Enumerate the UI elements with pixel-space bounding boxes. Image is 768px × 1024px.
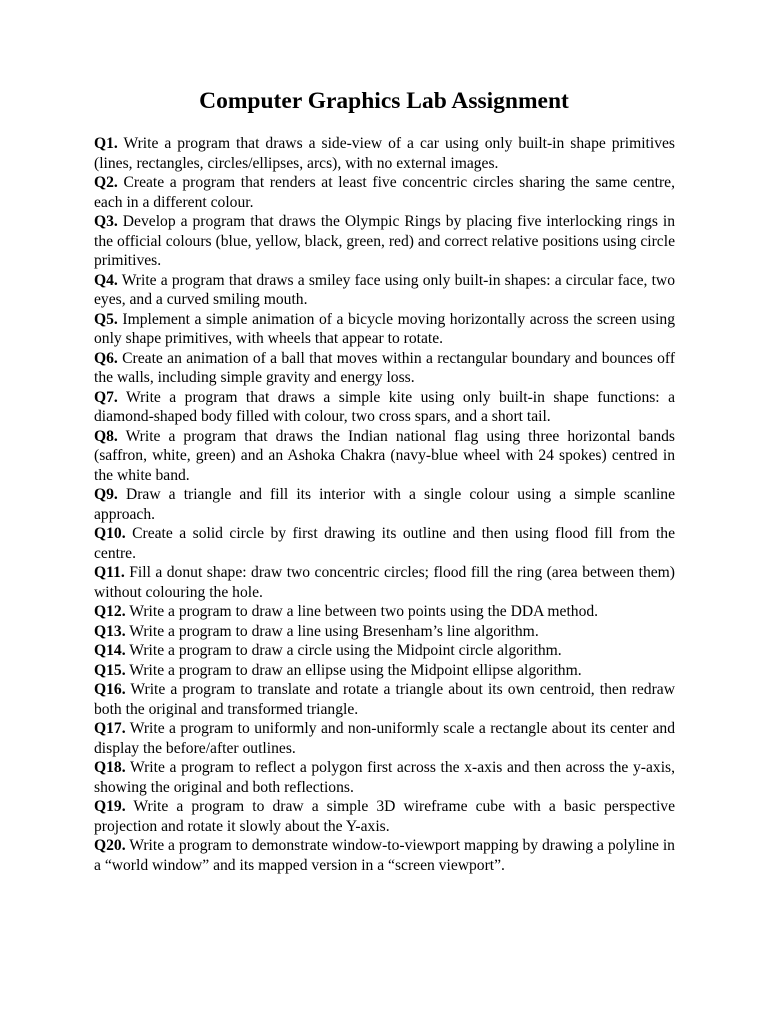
question-number: Q19. bbox=[94, 798, 126, 815]
question-text: Create an animation of a ball that moves within a rectangular boundary and bounces off the walls, including simple gravity and energy loss. bbox=[94, 349, 676, 386]
question-number: Q2. bbox=[94, 174, 118, 191]
question-text: Write a program to draw a line using Bresenham’s line algorithm. bbox=[129, 622, 539, 640]
question-text: Draw a triangle and fill its interior with a single colour using a simple scanline approach. bbox=[94, 486, 675, 523]
question-number: Q7. bbox=[94, 388, 118, 406]
question-number: Q10. bbox=[94, 525, 126, 542]
question-number: Q12. bbox=[94, 603, 126, 620]
question-number: Q20. bbox=[94, 837, 126, 854]
question-text: Create a program that renders at least five concentric circles sharing the same centre, each in a different colour. bbox=[94, 174, 675, 211]
question-text: Write a program that draws a smiley face using only built-in shapes: a circular face, two eyes, and a curved smiling mouth. bbox=[94, 271, 675, 308]
question-number: Q18. bbox=[94, 759, 126, 776]
question-number: Q13. bbox=[94, 622, 126, 640]
question-number: Q11. bbox=[94, 564, 125, 581]
question-number: Q5. bbox=[94, 310, 118, 328]
question-number: Q16. bbox=[94, 681, 126, 698]
question-number: Q4. bbox=[94, 271, 118, 289]
question-text: Fill a donut shape: draw two concentric circles; flood fill the ring (area between them) without colouring the hole. bbox=[94, 564, 675, 601]
question-number: Q1. bbox=[94, 135, 118, 152]
question-item bbox=[94, 310, 675, 349]
question-item bbox=[94, 602, 675, 622]
question-item bbox=[94, 173, 675, 212]
question-text: Write a program to draw a line between two points using the DDA method. bbox=[129, 603, 599, 620]
question-item bbox=[94, 797, 675, 836]
question-item bbox=[94, 641, 675, 661]
question-item bbox=[94, 719, 675, 758]
question-text: Write a program that draws the Indian national flag using three horizontal bands (saffron, white, green) and an Ashoka Chakra (navy-blue wheel with 24 spokes) centred in the white band. bbox=[94, 427, 675, 484]
question-number: Q17. bbox=[94, 720, 126, 737]
question-number: Q8. bbox=[94, 427, 118, 445]
question-item bbox=[94, 349, 675, 388]
question-text: Write a program to draw a circle using the Midpoint circle algorithm. bbox=[129, 642, 562, 659]
question-item bbox=[94, 485, 675, 524]
question-item bbox=[94, 271, 675, 310]
question-item bbox=[94, 758, 675, 797]
question-item bbox=[94, 563, 675, 602]
page-title: Computer Graphics Lab Assignment bbox=[199, 88, 569, 114]
question-item bbox=[94, 134, 675, 173]
question-number: Q14. bbox=[94, 642, 126, 659]
question-item bbox=[94, 680, 675, 719]
question-item bbox=[94, 212, 675, 271]
question-text: Write a program to draw an ellipse using the Midpoint ellipse algorithm. bbox=[129, 661, 582, 679]
question-number: Q9. bbox=[94, 486, 118, 503]
question-number: Q6. bbox=[94, 349, 118, 367]
question-text: Write a program to draw a simple 3D wireframe cube with a basic perspective projection and rotate it slowly about the Y-axis. bbox=[94, 798, 675, 835]
question-item bbox=[94, 524, 675, 563]
question-text: Write a program to uniformly and non-uniformly scale a rectangle about its center and display the before/after outlines. bbox=[94, 720, 675, 757]
question-text: Develop a program that draws the Olympic Rings by placing five interlocking rings in the official colours (blue, yellow, black, green, red) and correct relative positions using circle primitives. bbox=[94, 213, 675, 269]
question-list bbox=[94, 134, 675, 875]
question-text: Write a program to demonstrate window-to-viewport mapping by drawing a polyline in a “world window” and its mapped version in a “screen viewport”. bbox=[94, 837, 675, 874]
question-item bbox=[94, 427, 675, 486]
question-item bbox=[94, 661, 675, 681]
question-text: Create a solid circle by first drawing its outline and then using flood fill from the centre. bbox=[94, 525, 675, 562]
question-number: Q3. bbox=[94, 213, 118, 230]
question-number: Q15. bbox=[94, 661, 126, 679]
question-text: Write a program that draws a simple kite using only built-in shape functions: a diamond-shaped body filled with colour, two cross spars, and a short tail. bbox=[94, 388, 675, 425]
question-text: Implement a simple animation of a bicycle moving horizontally across the screen using only shape primitives, with wheels that appear to rotate. bbox=[94, 310, 675, 347]
question-text: Write a program to translate and rotate a triangle about its own centroid, then redraw both the original and transformed triangle. bbox=[94, 681, 675, 718]
question-item bbox=[94, 388, 675, 427]
question-item bbox=[94, 836, 675, 875]
question-text: Write a program that draws a side-view of a car using only built-in shape primitives (lines, rectangles, circles/ellipses, arcs), with no external images. bbox=[94, 135, 675, 172]
question-item bbox=[94, 622, 675, 642]
question-text: Write a program to reflect a polygon first across the x-axis and then across the y-axis, showing the original and both reflections. bbox=[94, 759, 675, 796]
